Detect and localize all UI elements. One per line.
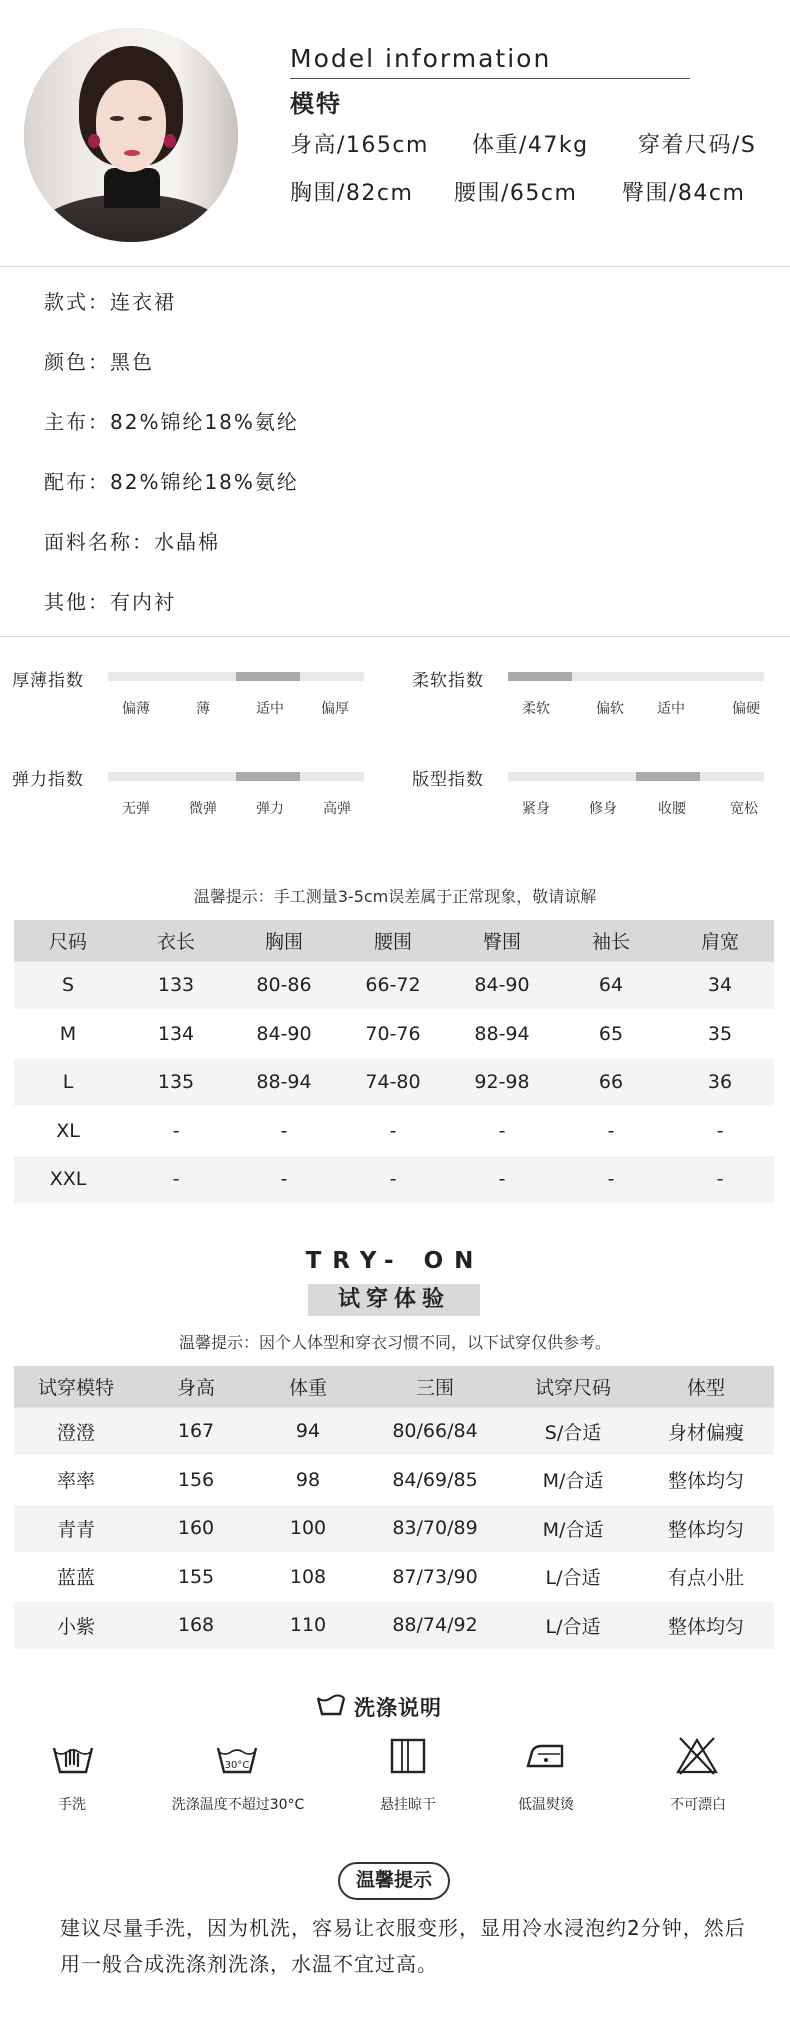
wash-30-icon xyxy=(216,1740,258,1776)
index-tick: 修身 xyxy=(589,801,617,817)
tryon-cell: S/合适 xyxy=(508,1407,638,1456)
low-iron-icon xyxy=(524,1742,566,1772)
model-info-title-cn: 模特 xyxy=(290,90,342,118)
tryon-cell: 160 xyxy=(138,1504,254,1553)
index-label-fit: 版型指数 xyxy=(412,770,484,790)
tryon-cell: 整体均匀 xyxy=(638,1601,774,1650)
tryon-header-cell: 体重 xyxy=(254,1366,362,1407)
table-row xyxy=(14,1553,774,1602)
size-cell: 80-86 xyxy=(230,961,338,1010)
size-cell: 66-72 xyxy=(338,961,448,1010)
size-note: 温馨提示：手工测量3-5cm误差属于正常现象，敬请谅解 xyxy=(193,887,597,906)
tryon-cell: 蓝蓝 xyxy=(14,1553,138,1602)
table-row xyxy=(14,1601,774,1650)
tryon-cell: 100 xyxy=(254,1504,362,1553)
size-cell: - xyxy=(122,1155,230,1204)
size-cell: 84-90 xyxy=(448,961,556,1010)
tryon-cell: 156 xyxy=(138,1456,254,1505)
size-cell: 36 xyxy=(666,1058,774,1107)
size-header-cell: 肩宽 xyxy=(666,920,774,961)
size-header-cell: 臀围 xyxy=(448,920,556,961)
size-cell: - xyxy=(666,1155,774,1204)
model-hip: 臀围/84cm xyxy=(622,181,746,206)
attr-other: 其他：有内衬 xyxy=(44,590,176,614)
index-track-fit xyxy=(508,772,764,781)
model-info-section xyxy=(0,0,790,266)
table-row xyxy=(14,1456,774,1505)
size-cell: - xyxy=(122,1107,230,1156)
tryon-table xyxy=(14,1366,774,1650)
size-header-cell: 袖长 xyxy=(556,920,666,961)
tryon-cell: 88/74/92 xyxy=(362,1601,508,1650)
size-cell: 134 xyxy=(122,1010,230,1059)
size-cell: 35 xyxy=(666,1010,774,1059)
tryon-cell: L/合适 xyxy=(508,1553,638,1602)
size-cell: 64 xyxy=(556,961,666,1010)
size-cell: - xyxy=(338,1155,448,1204)
index-tick: 偏薄 xyxy=(122,701,150,717)
table-row xyxy=(14,961,774,1010)
size-cell: S xyxy=(14,961,122,1010)
tryon-cell: 108 xyxy=(254,1553,362,1602)
tryon-cell: 小紫 xyxy=(14,1601,138,1650)
tryon-cell: 83/70/89 xyxy=(362,1504,508,1553)
size-cell: 92-98 xyxy=(448,1058,556,1107)
index-tick: 柔软 xyxy=(522,701,550,717)
wash-title: 洗涤说明 xyxy=(354,1696,442,1720)
size-cell: XXL xyxy=(14,1155,122,1204)
model-bust: 胸围/82cm xyxy=(290,181,414,206)
model-weight: 体重/47kg xyxy=(472,133,589,158)
tryon-table-header xyxy=(14,1366,774,1407)
table-row xyxy=(14,1407,774,1456)
index-fill-fit xyxy=(636,772,700,781)
tryon-cell: 84/69/85 xyxy=(362,1456,508,1505)
tryon-cell: 青青 xyxy=(14,1504,138,1553)
size-cell: 66 xyxy=(556,1058,666,1107)
section-divider xyxy=(0,266,790,267)
size-cell: 34 xyxy=(666,961,774,1010)
size-header-cell: 胸围 xyxy=(230,920,338,961)
index-tick: 宽松 xyxy=(730,801,758,817)
tryon-cell: 98 xyxy=(254,1456,362,1505)
hang-dry-icon xyxy=(390,1738,426,1774)
size-header-cell: 衣长 xyxy=(122,920,230,961)
wash-label: 洗涤温度不超过30°C xyxy=(171,1797,305,1813)
index-tick: 偏厚 xyxy=(321,701,349,717)
index-tick: 适中 xyxy=(657,701,685,717)
index-track-softness xyxy=(508,672,764,681)
index-tick: 无弹 xyxy=(122,801,150,817)
tryon-header-cell: 试穿模特 xyxy=(14,1366,138,1407)
size-cell: - xyxy=(666,1107,774,1156)
tryon-header-cell: 体型 xyxy=(638,1366,774,1407)
wash-label: 不可漂白 xyxy=(670,1797,726,1813)
size-cell: M xyxy=(14,1010,122,1059)
index-tick: 偏硬 xyxy=(732,701,760,717)
index-tick: 高弹 xyxy=(323,801,351,817)
size-cell: - xyxy=(448,1155,556,1204)
index-tick: 弹力 xyxy=(256,801,284,817)
index-fill-softness xyxy=(508,672,572,681)
index-tick: 适中 xyxy=(256,701,284,717)
tryon-cell: M/合适 xyxy=(508,1504,638,1553)
size-cell: 135 xyxy=(122,1058,230,1107)
tryon-note: 温馨提示：因个人体型和穿衣习惯不同，以下试穿仅供参考。 xyxy=(178,1333,611,1352)
hand-wash-icon xyxy=(52,1740,94,1776)
size-cell: 88-94 xyxy=(230,1058,338,1107)
attr-color: 颜色：黑色 xyxy=(44,350,154,374)
tryon-cell: 110 xyxy=(254,1601,362,1650)
index-track-elasticity xyxy=(108,772,364,781)
index-tick: 收腰 xyxy=(658,801,686,817)
size-cell: - xyxy=(338,1107,448,1156)
tryon-header-cell: 身高 xyxy=(138,1366,254,1407)
no-bleach-icon xyxy=(676,1736,718,1776)
wash-temp-text: 30°C xyxy=(224,1760,250,1771)
section-divider xyxy=(0,636,790,637)
size-cell: 88-94 xyxy=(448,1010,556,1059)
model-info-underline xyxy=(290,78,690,79)
tryon-title-cn: 试穿体验 xyxy=(337,1287,450,1312)
table-row xyxy=(14,1010,774,1059)
index-track-thickness xyxy=(108,672,364,681)
tryon-header-cell: 试穿尺码 xyxy=(508,1366,638,1407)
size-cell: 74-80 xyxy=(338,1058,448,1107)
size-cell: - xyxy=(230,1107,338,1156)
index-fill-elasticity xyxy=(236,772,300,781)
wash-label: 手洗 xyxy=(58,1797,86,1813)
size-header-cell: 尺码 xyxy=(14,920,122,961)
size-cell: - xyxy=(556,1107,666,1156)
tryon-header-cell: 三围 xyxy=(362,1366,508,1407)
model-height: 身高/165cm xyxy=(290,133,429,158)
index-label-thickness: 厚薄指数 xyxy=(12,671,84,691)
tryon-cell: 80/66/84 xyxy=(362,1407,508,1456)
tryon-cell: 率率 xyxy=(14,1456,138,1505)
attr-style: 款式：连衣裙 xyxy=(44,290,176,314)
index-tick: 偏软 xyxy=(596,701,624,717)
model-waist: 腰围/65cm xyxy=(454,181,578,206)
size-header-cell: 腰围 xyxy=(338,920,448,961)
basin-icon xyxy=(316,1694,346,1718)
tip-text: 建议尽量手洗，因为机洗，容易让衣服变形，显用冷水浸泡约2分钟，然后用一般合成洗涤剂洗涤，水温不宜过高。 xyxy=(60,1916,746,1976)
size-cell: XL xyxy=(14,1107,122,1156)
table-row xyxy=(14,1504,774,1553)
tryon-cell: M/合适 xyxy=(508,1456,638,1505)
tryon-cell: 澄澄 xyxy=(14,1407,138,1456)
tryon-cell: 94 xyxy=(254,1407,362,1456)
tryon-cell: 整体均匀 xyxy=(638,1456,774,1505)
tryon-cell: 87/73/90 xyxy=(362,1553,508,1602)
attr-secondary-fabric: 配布：82%锦纶18%氨纶 xyxy=(44,470,299,494)
index-tick: 薄 xyxy=(196,701,210,717)
size-cell: - xyxy=(448,1107,556,1156)
tryon-cell: 身材偏瘦 xyxy=(638,1407,774,1456)
attr-main-fabric: 主布：82%锦纶18%氨纶 xyxy=(44,410,299,434)
attr-fabric-name: 面料名称：水晶棉 xyxy=(44,530,220,554)
tryon-title-en: TRY- ON xyxy=(305,1248,485,1274)
size-cell: L xyxy=(14,1058,122,1107)
index-tick: 紧身 xyxy=(522,801,550,817)
model-info-title: Model information xyxy=(290,44,552,73)
tryon-cell: 155 xyxy=(138,1553,254,1602)
tryon-cell: 167 xyxy=(138,1407,254,1456)
index-label-elasticity: 弹力指数 xyxy=(12,770,84,790)
size-cell: 84-90 xyxy=(230,1010,338,1059)
model-size: 穿着尺码/S xyxy=(638,133,757,158)
table-row xyxy=(14,1107,774,1156)
index-tick: 微弹 xyxy=(189,801,217,817)
size-cell: 65 xyxy=(556,1010,666,1059)
wash-label: 悬挂晾干 xyxy=(380,1797,436,1813)
tryon-cell: 整体均匀 xyxy=(638,1504,774,1553)
table-row xyxy=(14,1155,774,1204)
size-cell: 70-76 xyxy=(338,1010,448,1059)
wash-label: 低温熨烫 xyxy=(518,1797,574,1813)
size-table xyxy=(14,920,774,1204)
tip-title: 温馨提示 xyxy=(355,1869,432,1891)
tryon-cell: L/合适 xyxy=(508,1601,638,1650)
size-table-header xyxy=(14,920,774,961)
size-cell: - xyxy=(556,1155,666,1204)
index-label-softness: 柔软指数 xyxy=(412,671,484,691)
size-cell: 133 xyxy=(122,961,230,1010)
model-photo xyxy=(24,28,238,242)
table-row xyxy=(14,1058,774,1107)
size-cell: - xyxy=(230,1155,338,1204)
tryon-cell: 168 xyxy=(138,1601,254,1650)
index-fill-thickness xyxy=(236,672,300,681)
tryon-title-banner xyxy=(308,1284,480,1316)
tryon-cell: 有点小肚 xyxy=(638,1553,774,1602)
